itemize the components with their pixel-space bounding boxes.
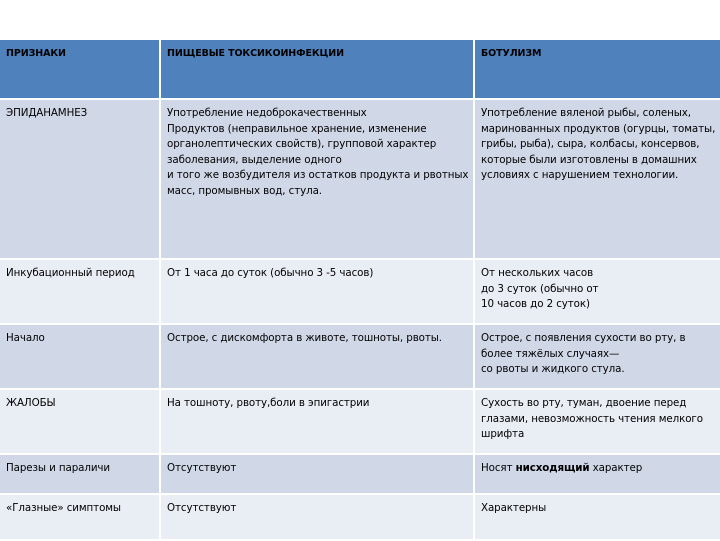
toxicoinfection-cell: Острое, с дискомфорта в животе, тошноты, рвоты.: [160, 324, 474, 389]
botulism-text-bold: нисходящий: [515, 462, 590, 474]
botulism-text-prefix: Носят: [481, 462, 516, 474]
row-label-cell: «Глазные» симптомы: [0, 494, 160, 540]
row-label-cell: Парезы и параличи: [0, 454, 160, 494]
toxicoinfection-cell: Употребление недоброкачественных Продуктов (неправильное хранение, изменение органолептических свойств), групповой характер заболевания, выделение одного и того же возбудителя из остатков продукта и рвотных масс, промывных вод, стула.: [160, 99, 474, 259]
botulism-cell: Характерны: [474, 494, 720, 540]
table-row: [0, 259, 720, 324]
comparison-table: [0, 40, 720, 541]
botulism-cell: [474, 454, 720, 494]
row-label-cell: Инкубационный период: [0, 259, 160, 324]
table-row: [0, 494, 720, 540]
toxicoinfection-cell: На тошноту, рвоту,боли в эпигастрии: [160, 389, 474, 454]
botulism-cell: От нескольких часов до 3 суток (обычно от 10 часов до 2 суток): [474, 259, 720, 324]
table-row: [0, 324, 720, 389]
botulism-cell: Острое, с появления сухости во рту, в более тяжёлых случаях— со рвоты и жидкого стула.: [474, 324, 720, 389]
toxicoinfection-cell: От 1 часа до суток (обычно 3 -5 часов): [160, 259, 474, 324]
table-row: [0, 389, 720, 454]
botulism-cell: Сухость во рту, туман, двоение перед глазами, невозможность чтения мелкого шрифта: [474, 389, 720, 454]
table-row: [0, 99, 720, 259]
row-label-cell: Начало: [0, 324, 160, 389]
toxicoinfection-cell: Отсутствуют: [160, 494, 474, 540]
row-label-cell: ЖАЛОБЫ: [0, 389, 160, 454]
table-header-row: [0, 40, 720, 99]
header-cell-signs: ПРИЗНАКИ: [0, 40, 160, 99]
header-cell-toxicoinfections: ПИЩЕВЫЕ ТОКСИКОИНФЕКЦИИ: [160, 40, 474, 99]
row-label-cell: ЭПИДАНАМНЕЗ: [0, 99, 160, 259]
header-cell-botulism: БОТУЛИЗМ: [474, 40, 720, 99]
botulism-text-suffix: характер: [589, 462, 643, 474]
table-row: [0, 454, 720, 494]
botulism-cell: Употребление вяленой рыбы, соленых, маринованных продуктов (огурцы, томаты, грибы, рыба), сыра, колбасы, консервов, которые были изготовлены в домашних условиях с нарушением технологии.: [474, 99, 720, 259]
toxicoinfection-cell: Отсутствуют: [160, 454, 474, 494]
